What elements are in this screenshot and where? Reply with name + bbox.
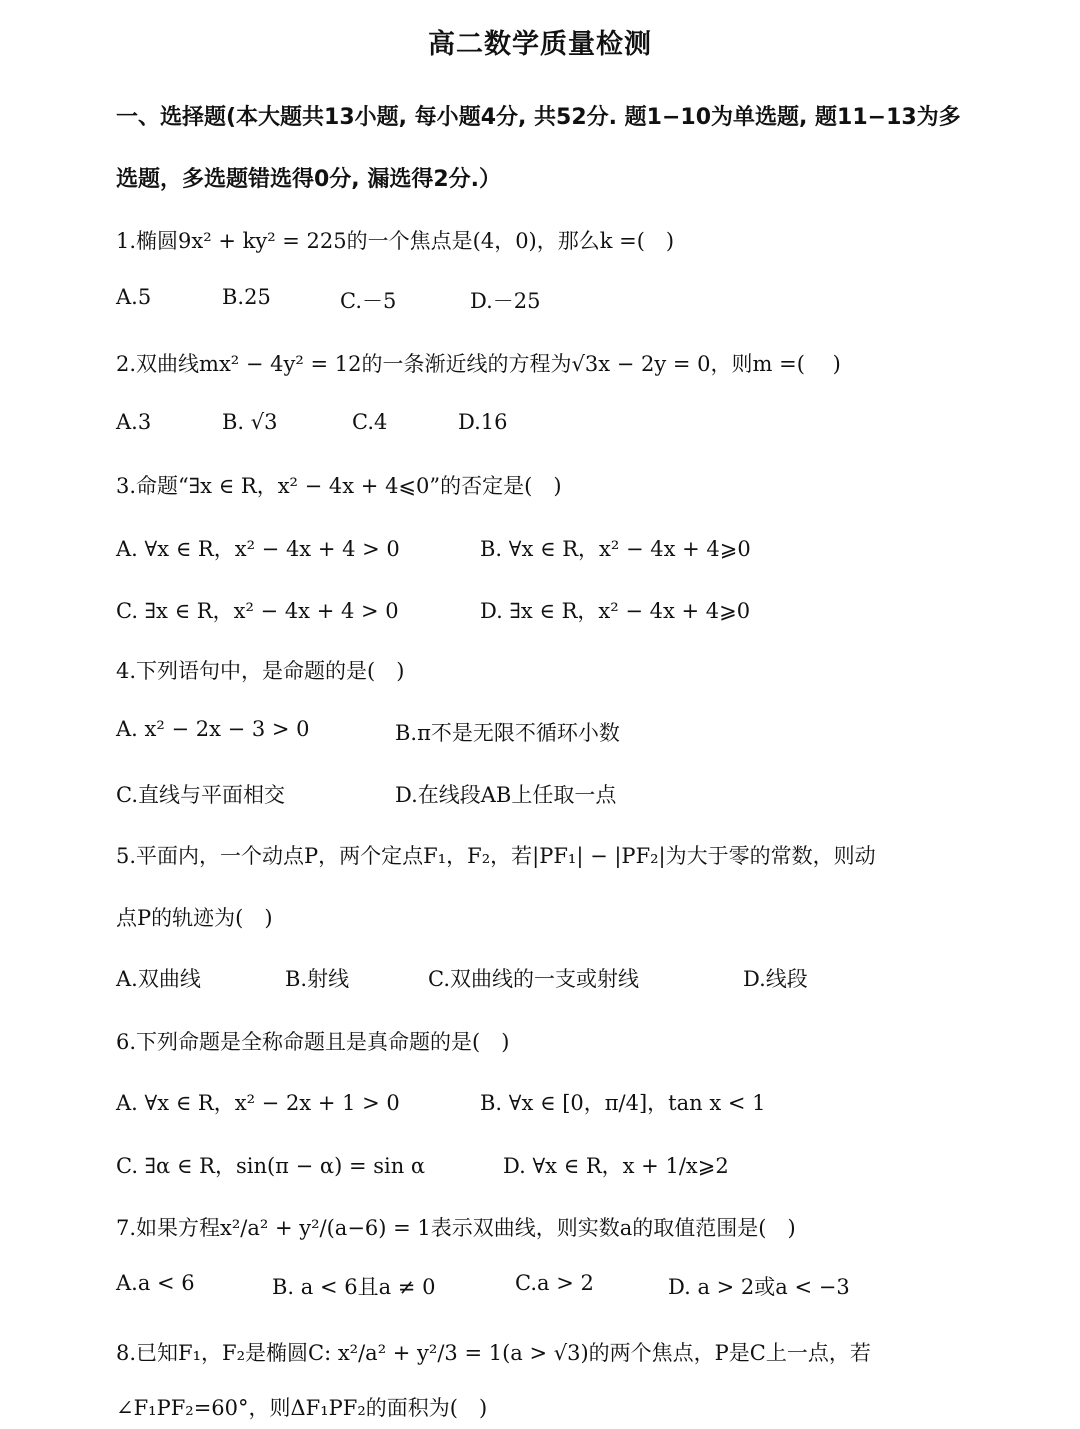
question-7-option-a: A.a < 6: [116, 1271, 195, 1295]
question-4-option-c: C.直线与平面相交: [116, 783, 285, 807]
question-3-option-a: A. ∀x ∈ R，x² − 4x + 4 > 0: [116, 537, 400, 561]
question-5-option-a: A.双曲线: [116, 967, 201, 991]
page-title: 高二数学质量检测: [428, 29, 652, 60]
question-2-option-c: C.4: [352, 410, 388, 434]
question-6-option-a: A. ∀x ∈ R，x² − 2x + 1 > 0: [116, 1091, 400, 1115]
question-5-option-b: B.射线: [285, 967, 350, 991]
question-7-option-c: C.a > 2: [515, 1271, 594, 1295]
question-5-option-d: D.线段: [743, 967, 808, 991]
question-1-option-b: B.25: [222, 285, 271, 309]
question-1-option-c: C.－5: [340, 289, 397, 313]
question-3-stem: 3.命题“∃x ∈ R，x² − 4x + 4⩽0”的否定是( ): [116, 474, 562, 498]
question-3-option-b: B. ∀x ∈ R，x² − 4x + 4⩾0: [480, 537, 751, 561]
question-2-option-b: B. √3: [222, 410, 278, 434]
question-5-stem-line-2: 点P的轨迹为( ): [116, 906, 273, 930]
question-3-option-c: C. ∃x ∈ R，x² − 4x + 4 > 0: [116, 599, 399, 623]
question-4-option-b: B.π不是无限不循环小数: [395, 721, 620, 745]
question-2-stem: 2.双曲线mx² − 4y² = 12的一条渐近线的方程为√3x − 2y = 0，则m =( ): [116, 352, 841, 376]
question-6-option-b: B. ∀x ∈ [0，π/4]，tan x < 1: [480, 1091, 766, 1115]
question-8-stem-line-2: ∠F₁PF₂=60°，则ΔF₁PF₂的面积为( ): [116, 1396, 488, 1420]
question-1-option-d: D.－25: [470, 289, 541, 313]
question-4-stem: 4.下列语句中，是命题的是( ): [116, 659, 405, 683]
question-4-option-d: D.在线段AB上任取一点: [395, 783, 617, 807]
question-2-option-a: A.3: [116, 410, 152, 434]
question-6-option-d: D. ∀x ∈ R，x + 1/x⩾2: [503, 1154, 729, 1178]
question-1-stem: 1.椭圆9x² + ky² = 225的一个焦点是(4，0)，那么k =( ): [116, 229, 675, 253]
section-heading-line-2: 选题，多选题错选得0分, 漏选得2分.）: [116, 167, 501, 192]
question-2-option-d: D.16: [458, 410, 508, 434]
question-5-stem-line-1: 5.平面内，一个动点P，两个定点F₁，F₂，若|PF₁| − |PF₂|为大于零的常数，则动: [116, 844, 876, 868]
section-heading-line-1: 一、选择题(本大题共13小题, 每小题4分, 共52分. 题1−10为单选题, 题11−13为多: [116, 105, 961, 130]
question-6-option-c: C. ∃α ∈ R，sin(π − α) = sin α: [116, 1154, 426, 1178]
question-5-option-c: C.双曲线的一支或射线: [428, 967, 639, 991]
question-8-stem-line-1: 8.已知F₁，F₂是椭圆C: x²/a² + y²/3 = 1(a > √3)的两个焦点，P是C上一点，若: [116, 1341, 871, 1365]
question-4-option-a: A. x² − 2x − 3 > 0: [116, 717, 310, 741]
question-7-stem: 7.如果方程x²/a² + y²/(a−6) = 1表示双曲线，则实数a的取值范围是( ): [116, 1216, 796, 1240]
question-6-stem: 6.下列命题是全称命题且是真命题的是( ): [116, 1030, 510, 1054]
question-3-option-d: D. ∃x ∈ R，x² − 4x + 4⩾0: [480, 599, 751, 623]
question-7-option-d: D. a > 2或a < −3: [668, 1275, 850, 1299]
question-1-option-a: A.5: [116, 285, 152, 309]
question-7-option-b: B. a < 6且a ≠ 0: [272, 1275, 436, 1299]
